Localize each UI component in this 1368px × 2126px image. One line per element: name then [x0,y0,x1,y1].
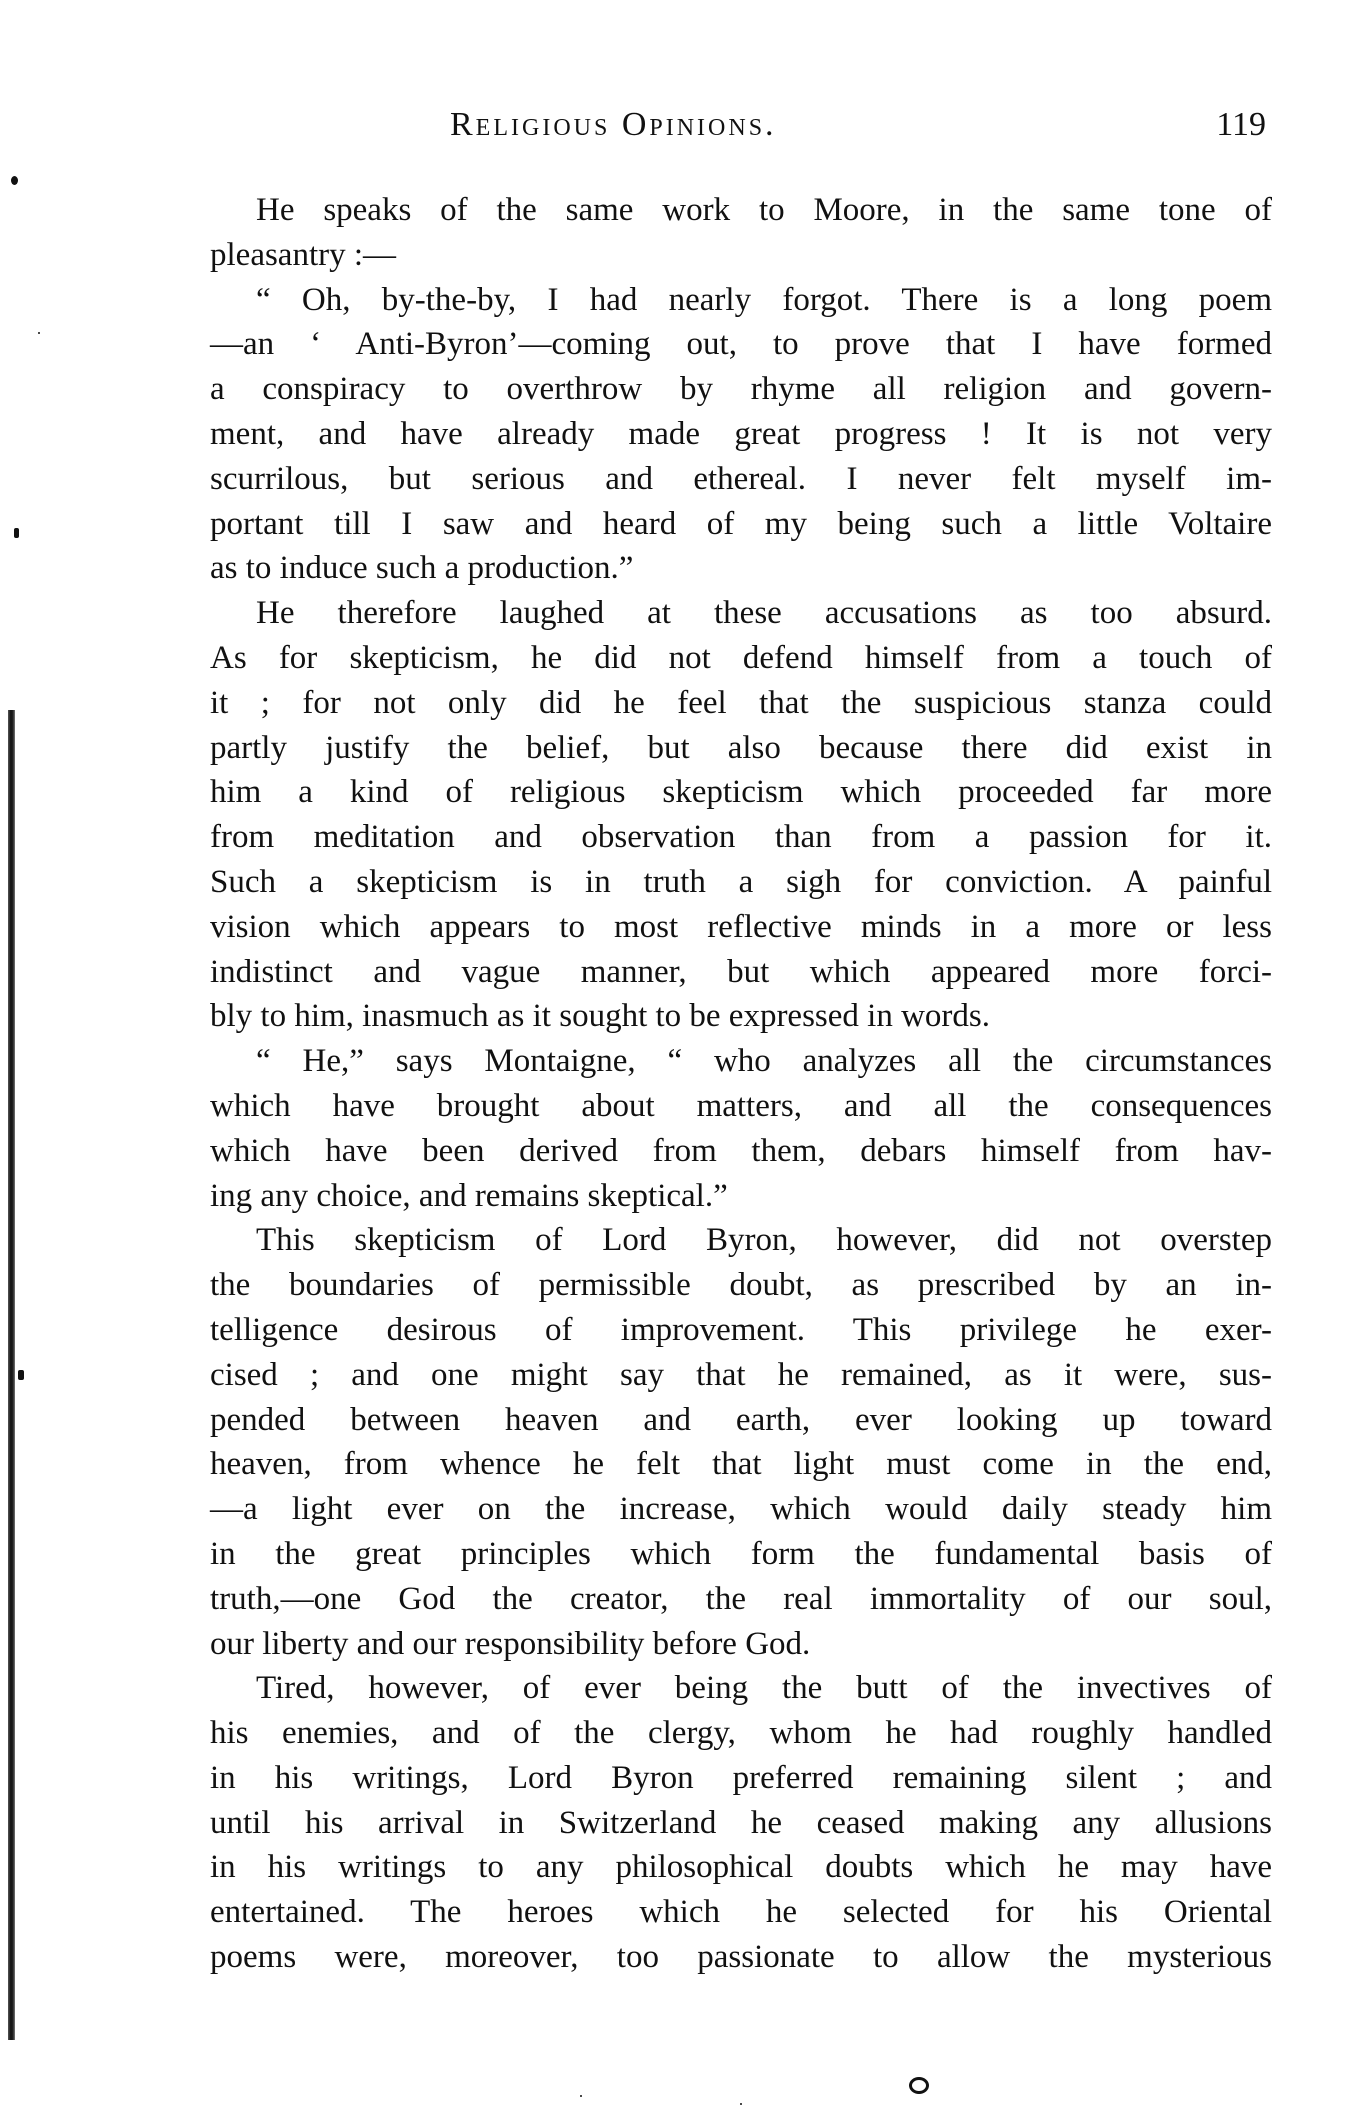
text-line: poems were, moreover, too passionate to allow the mysterious [210,1939,1272,1976]
text-line: heaven, from whence he felt that light must come in the end, [210,1446,1272,1483]
text-line: pended between heaven and earth, ever looking up toward [210,1401,1272,1438]
text-line: which have been derived from them, debars himself from hav- [210,1132,1272,1169]
margin-speck [14,528,19,538]
text-line: in his writings to any philosophical doubts which he may have [210,1849,1272,1886]
text-line: scurrilous, but serious and ethereal. I never felt myself im- [210,460,1272,497]
text-line: a conspiracy to overthrow by rhyme all religion and govern- [210,371,1272,408]
text-line: He therefore laughed at these accusations as too absurd. [256,595,1272,632]
text-line: pleasantry :— [210,236,397,273]
text-line: in his writings, Lord Byron preferred remaining silent ; and [210,1759,1272,1796]
text-line: him a kind of religious skepticism which proceeded far more [210,774,1272,811]
page-number: 119 [1216,106,1266,143]
text-line: —an ‘ Anti-Byron’—coming out, to prove that I have formed [210,326,1272,363]
running-head [210,100,1272,150]
text-line: indistinct and vague manner, but which appeared more forci- [210,953,1272,990]
text-line: partly justify the belief, but also because there did exist in [210,729,1272,766]
margin-speck [740,2103,742,2105]
text-line: vision which appears to most reflective minds in a more or less [210,908,1272,945]
text-line: telligence desirous of improvement. This privilege he exer- [210,1311,1272,1348]
text-line: Tired, however, of ever being the butt of the invectives of [256,1670,1272,1707]
text-line: Such a skepticism is in truth a sigh for conviction. A painful [210,863,1272,900]
text-line: truth,—one God the creator, the real immortality of our soul, [210,1580,1272,1617]
text-line: which have brought about matters, and all the consequences [210,1087,1272,1124]
signature-mark [909,2077,929,2094]
text-line: until his arrival in Switzerland he ceased making any allusions [210,1804,1272,1841]
text-line: from meditation and observation than from a passion for it. [210,819,1272,856]
text-line: “ Oh, by-the-by, I had nearly forgot. There is a long poem [256,281,1272,318]
text-line: He speaks of the same work to Moore, in the same tone of [256,192,1272,228]
margin-speck [580,2095,582,2097]
text-line: —a light ever on the increase, which would daily steady him [210,1491,1272,1528]
text-line: This skepticism of Lord Byron, however, did not overstep [256,1222,1272,1259]
text-line: our liberty and our responsibility before God. [210,1625,811,1662]
margin-speck [18,1370,24,1380]
text-line: it ; for not only did he feel that the suspicious stanza could [210,684,1272,721]
text-line: cised ; and one might say that he remained, as it were, sus- [210,1356,1272,1393]
text-line: portant till I saw and heard of my being such a little Voltaire [210,505,1272,542]
text-line: ment, and have already made great progress ! It is not very [210,415,1272,452]
margin-speck [11,176,18,185]
binding-edge [8,710,15,2040]
margin-speck [38,332,40,334]
text-line: as to induce such a production.” [210,550,634,587]
body-text [210,188,1272,1980]
text-line: in the great principles which form the fundamental basis of [210,1535,1272,1572]
text-line: As for skepticism, he did not defend himself from a touch of [210,639,1272,676]
text-line: ing any choice, and remains skeptical.” [210,1177,728,1214]
text-line: bly to him, inasmuch as it sought to be expressed in words. [210,998,990,1035]
text-line: “ He,” says Montaigne, “ who analyzes all the circumstances [256,1043,1272,1080]
text-line: entertained. The heroes which he selected for his Oriental [210,1894,1272,1931]
running-title: Religious Opinions. [450,106,777,143]
text-line: his enemies, and of the clergy, whom he had roughly handled [210,1715,1272,1752]
text-line: the boundaries of permissible doubt, as prescribed by an in- [210,1267,1272,1304]
